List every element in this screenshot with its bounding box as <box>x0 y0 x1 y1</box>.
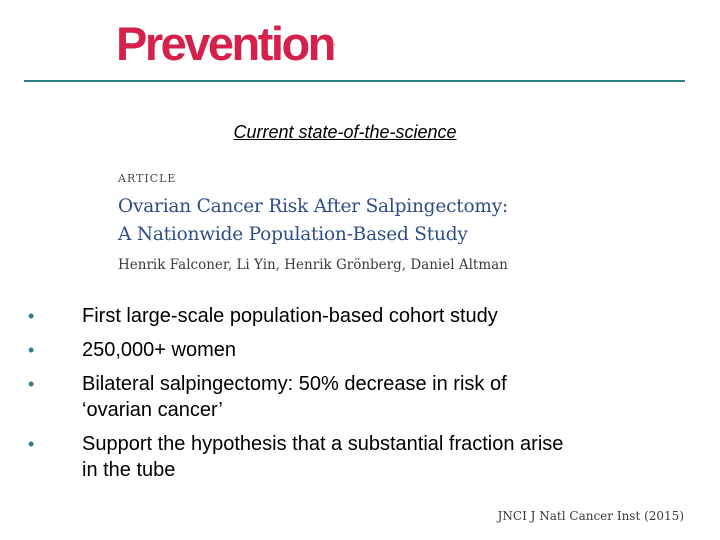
bullet-text-line-1: Bilateral salpingectomy: 50% decrease in risk of <box>82 373 507 395</box>
bullet-item <box>28 337 678 363</box>
bullet-item <box>28 303 678 329</box>
prevention-logo <box>116 14 336 74</box>
logo-mark: . <box>333 41 336 47</box>
bullet-text: 250,000+ women <box>82 339 237 361</box>
bullet-marker: • <box>28 434 35 454</box>
header-divider <box>24 80 685 82</box>
bullet-text: First large-scale population-based cohort study <box>82 305 498 327</box>
journal-citation: JNCI J Natl Cancer Inst (2015) <box>497 509 684 523</box>
bullet-text-line-2: in the tube <box>82 459 176 481</box>
bullet-marker: • <box>28 340 35 360</box>
article-authors: Henrik Falconer, Li Yin, Henrik Grönberg, Daniel Altman <box>118 257 508 273</box>
article-kind-label: ARTICLE <box>118 172 177 185</box>
article-title-line-2: A Nationwide Population-Based Study <box>118 224 468 245</box>
bullet-marker: • <box>28 306 35 326</box>
logo-text: Prevention <box>116 17 334 70</box>
article-title <box>118 193 508 249</box>
slide-subtitle: Current state-of-the-science <box>233 122 457 142</box>
bullet-list <box>28 303 678 491</box>
bullet-item <box>28 431 678 483</box>
bullet-item <box>28 371 678 423</box>
article-title-line-1: Ovarian Cancer Risk After Salpingectomy: <box>118 196 509 217</box>
bullet-text-line-2: ‘ovarian cancer’ <box>82 399 223 421</box>
bullet-marker: • <box>28 374 35 394</box>
bullet-text-line-1: Support the hypothesis that a substantial fraction arise <box>82 433 564 455</box>
